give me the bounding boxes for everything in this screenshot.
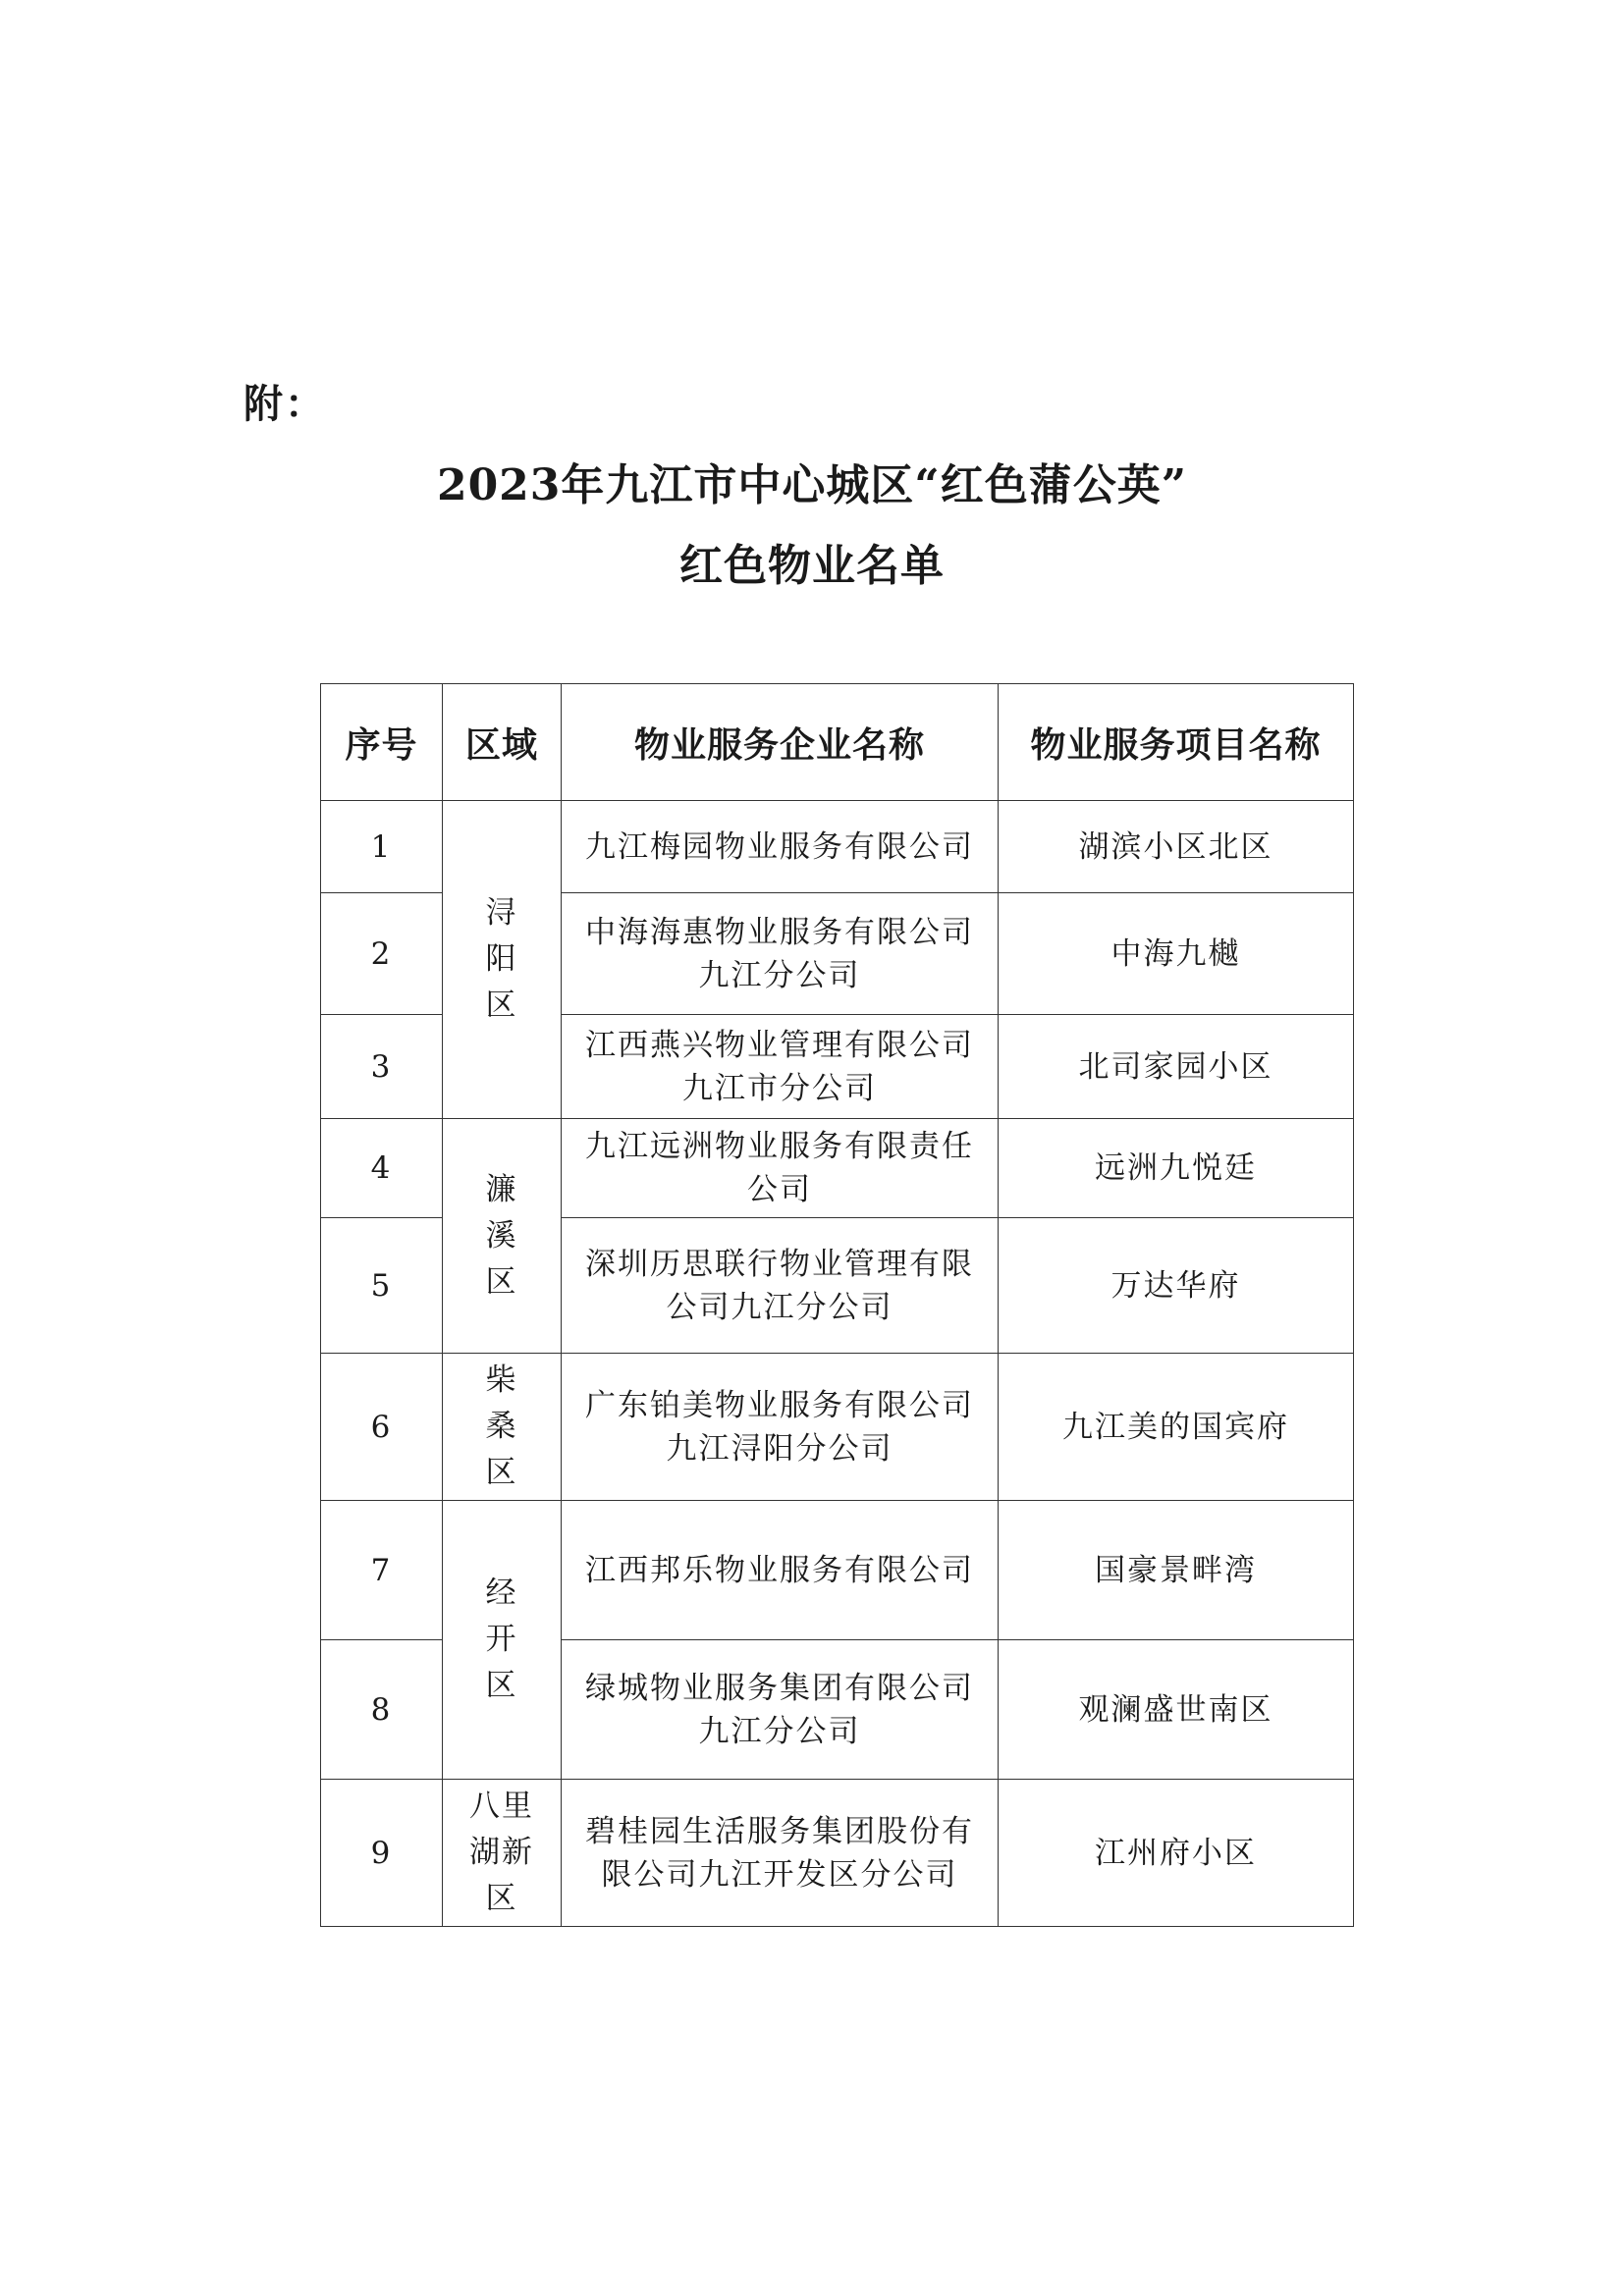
district-cell	[443, 1501, 562, 1780]
header-project: 物业服务项目名称	[999, 684, 1354, 801]
company-name: 深圳历思联行物业管理有限公司九江分公司	[562, 1218, 999, 1354]
project-name: 中海九樾	[999, 893, 1354, 1015]
company-name: 碧桂园生活服务集团股份有限公司九江开发区分公司	[562, 1780, 999, 1927]
district-cell	[443, 1354, 562, 1501]
project-name: 观澜盛世南区	[999, 1640, 1354, 1780]
table-row	[321, 1119, 1354, 1218]
company-name: 九江远洲物业服务有限责任公司	[562, 1119, 999, 1218]
district-name: 经开区	[485, 1575, 518, 1703]
company-name: 九江梅园物业服务有限公司	[562, 801, 999, 893]
row-seq: 1	[321, 801, 443, 893]
district-cell	[443, 1119, 562, 1354]
company-name: 广东铂美物业服务有限公司九江浔阳分公司	[562, 1354, 999, 1501]
company-name: 绿城物业服务集团有限公司九江分公司	[562, 1640, 999, 1780]
company-name: 江西邦乐物业服务有限公司	[562, 1501, 999, 1640]
project-name: 九江美的国宾府	[999, 1354, 1354, 1501]
row-seq: 2	[321, 893, 443, 1015]
district-name: 浔阳区	[485, 895, 518, 1023]
table-row	[321, 801, 1354, 893]
district-name: 八里湖新区	[469, 1789, 534, 1916]
project-name: 国豪景畔湾	[999, 1501, 1354, 1640]
company-name: 中海海惠物业服务有限公司九江分公司	[562, 893, 999, 1015]
document-title-line2: 红色物业名单	[679, 541, 945, 591]
district-cell	[443, 1780, 562, 1927]
header-district: 区域	[443, 684, 562, 801]
table-row	[321, 1780, 1354, 1927]
row-seq: 3	[321, 1015, 443, 1119]
row-seq: 9	[321, 1780, 443, 1927]
project-name: 万达华府	[999, 1218, 1354, 1354]
district-name: 濂溪区	[485, 1171, 518, 1300]
document-title-line1: 2023年九江市中心城区“红色蒲公英”	[436, 460, 1188, 510]
row-seq: 4	[321, 1119, 443, 1218]
project-name: 湖滨小区北区	[999, 801, 1354, 893]
project-name: 北司家园小区	[999, 1015, 1354, 1119]
table-row	[321, 1501, 1354, 1640]
header-seq: 序号	[321, 684, 443, 801]
header-company: 物业服务企业名称	[562, 684, 999, 801]
attachment-label: 附：	[244, 381, 326, 427]
row-seq: 6	[321, 1354, 443, 1501]
project-name: 江州府小区	[999, 1780, 1354, 1927]
red-property-table	[320, 683, 1354, 1927]
row-seq: 5	[321, 1218, 443, 1354]
row-seq: 7	[321, 1501, 443, 1640]
company-name: 江西燕兴物业管理有限公司九江市分公司	[562, 1015, 999, 1119]
district-name: 柴桑区	[485, 1362, 518, 1490]
project-name: 远洲九悦廷	[999, 1119, 1354, 1218]
district-cell	[443, 801, 562, 1119]
row-seq: 8	[321, 1640, 443, 1780]
table-header-row	[321, 684, 1354, 801]
table-row	[321, 1354, 1354, 1501]
